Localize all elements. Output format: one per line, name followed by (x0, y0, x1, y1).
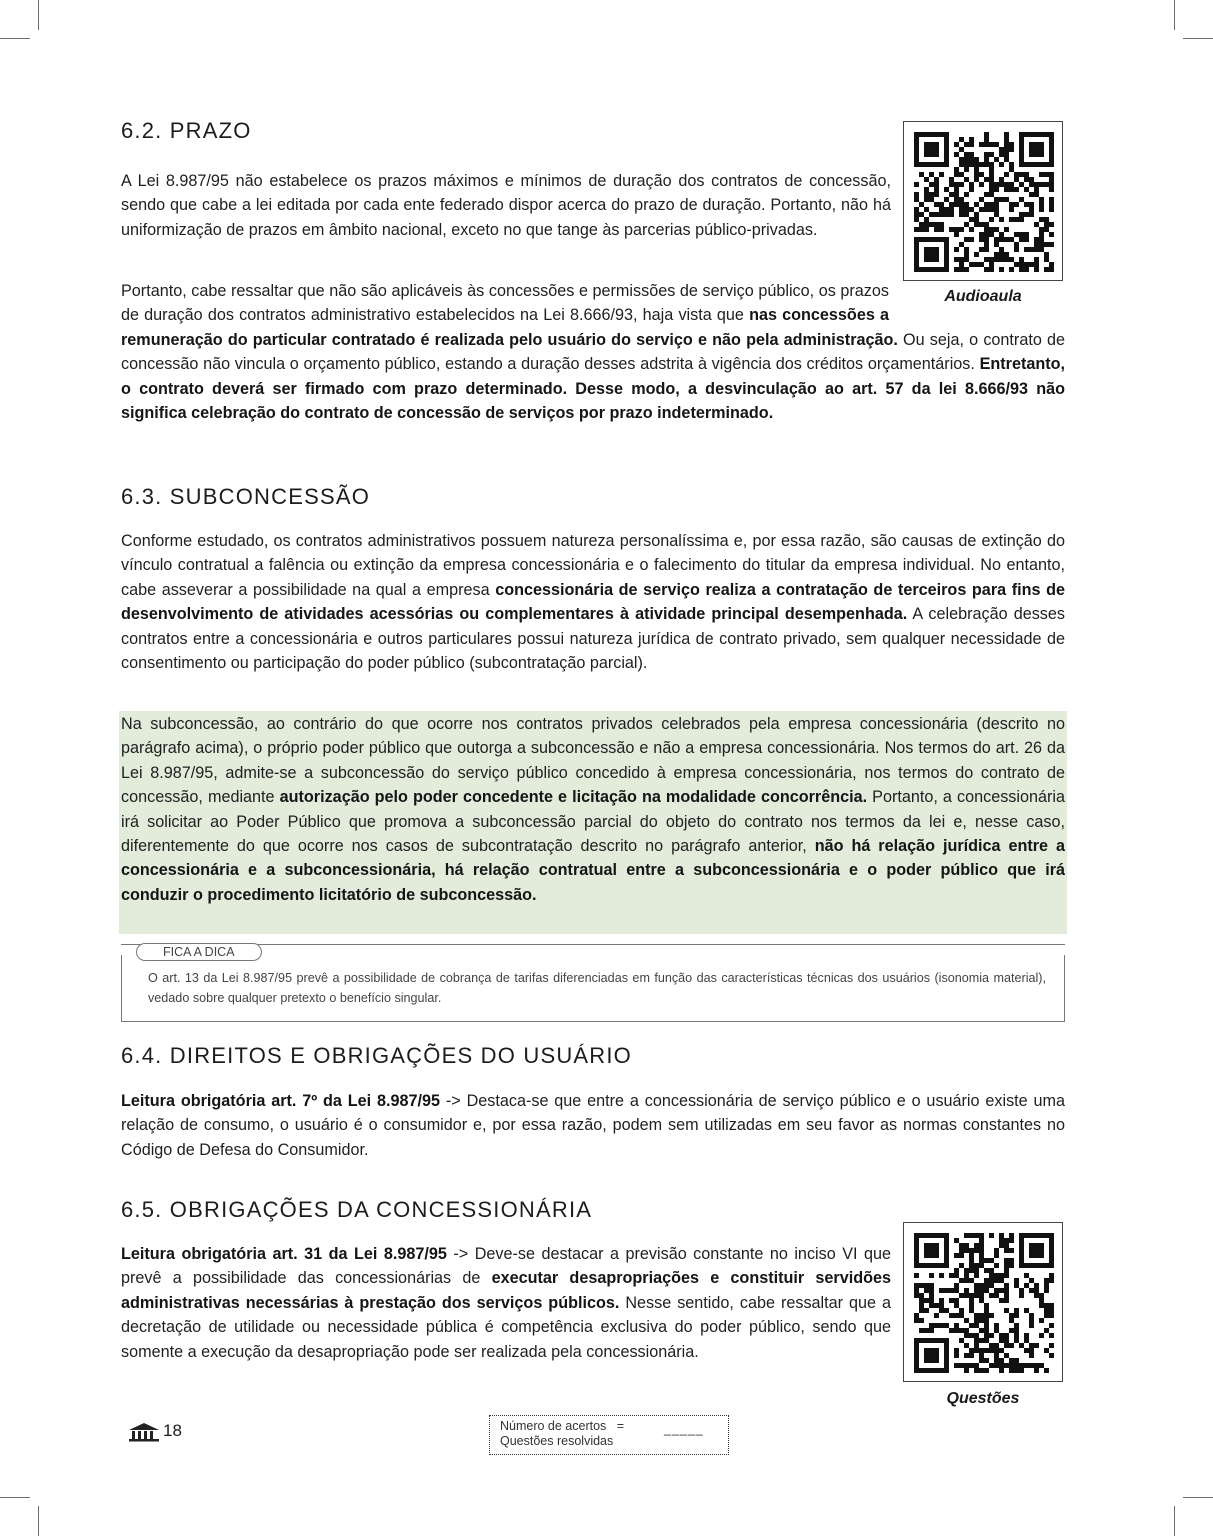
text-run: -> Deve-se destacar a previsão constante no inciso VI que prevê a possibilidade das concessionárias de (121, 1245, 891, 1288)
section-heading-obrigacoes: 6.5. OBRIGAÇÕES DA CONCESSIONÁRIA (121, 1197, 593, 1222)
crop-mark (1183, 1497, 1213, 1498)
bold-text: não há relação jurídica entre a concessionária e a subconcessionária, há relação contratual entre a subconcessionária e o poder público que irá conduzir o procedimento licitatório de subconcessão. (121, 837, 1065, 904)
section-heading-subconcessao: 6.3. SUBCONCESSÃO (121, 484, 371, 509)
bold-text: Entretanto, o contrato deverá ser firmado com prazo determinado. Desse modo, a desvinculação ao art. 57 da lei 8.666/93 não significa celebração do contrato de concessão de serviços por prazo indeterminado. (121, 355, 1065, 423)
qr-code-questoes[interactable] (903, 1222, 1063, 1382)
section-heading-prazo: 6.2. PRAZO (121, 118, 252, 143)
page-number: 18 (163, 1421, 182, 1440)
score-label-acertos: Número de acertos (500, 1419, 607, 1433)
crop-mark (1174, 1506, 1175, 1536)
tip-text: O art. 13 da Lei 8.987/95 prevê a possibilidade de cobrança de tarifas diferenciadas em função das características técnicas dos usuários (isonomia material), vedado sobre qualquer pretexto o benefício singular. (148, 971, 1046, 1005)
qr-code-icon (914, 132, 1054, 272)
crop-mark (1183, 38, 1213, 39)
text-run: Nesse sentido, cabe ressaltar que a decretação de utilidade ou necessidade pública é competência exclusiva do poder público, sendo que somente a execução da desapropriação pode ser realizada pela concessionária. (121, 1293, 891, 1361)
score-blank-field[interactable]: _____ (664, 1422, 704, 1436)
text-run: Conforme estudado, os contratos administrativos possuem natureza personalíssima e, por essa razão, são causas de extinção do vínculo contratual a falência ou extinção da empresa concessionária e o falecimento do titular da empresa individual. No entanto, cabe asseverar a possibilidade na qual a empresa (121, 532, 1065, 599)
highlighted-paragraph (121, 712, 1065, 907)
section-heading-direitos: 6.4. DIREITOS E OBRIGAÇÕES DO USUÁRIO (121, 1043, 632, 1068)
tip-box-top-border (121, 944, 1065, 945)
paragraph (121, 1242, 891, 1364)
bold-text: executar desapropriações e constituir servidões administrativas necessárias à prestação dos serviços públicos. (121, 1269, 891, 1312)
tip-label: FICA A DICA (136, 943, 262, 961)
crop-mark (1174, 0, 1175, 30)
text-run: Portanto, cabe ressaltar que não são aplicáveis às concessões e permissões de serviço público, os prazos de duração dos contratos administrativo estabelecidos na Lei 8.666/93, haja vista que (121, 282, 889, 325)
text-run: Portanto, a concessionária irá solicitar ao Poder Público que promova a subconcessão parcial do objeto do contrato nos termos da lei e, nesse caso, diferentemente do que ocorre nos casos de subcontratação descrito no parágrafo anterior, (121, 788, 1065, 856)
text-run: -> Destaca-se que entre a concessionária de serviço público e o usuário existe uma relação de consumo, o usuário é o consumidor e, por essa razão, podem sem utilizadas em seu favor as normas constantes no Código de Defesa do Consumidor. (121, 1092, 1066, 1159)
qr-caption: Questões (946, 1390, 1020, 1407)
paragraph (121, 529, 1065, 675)
bold-text: autorização pelo poder concedente e licitação na modalidade concorrência. (279, 788, 868, 807)
score-label-questoes: Questões resolvidas (500, 1434, 614, 1448)
score-box (489, 1415, 729, 1455)
crop-mark (38, 0, 39, 30)
qr-code-icon (914, 1233, 1054, 1373)
bold-text: nas concessões a remuneração do particular contratado é realizada pelo usuário do serviço e não pela administração. (121, 306, 898, 349)
text-run: Ou seja, o contrato de concessão não vincula o orçamento público, estando a duração desses adstrita à vigência dos créditos orçamentários. (121, 330, 1065, 374)
institution-icon (128, 1422, 160, 1442)
score-equals: = (616, 1419, 625, 1433)
paragraph (121, 1089, 1065, 1162)
crop-mark (38, 1506, 39, 1536)
qr-code-audioaula[interactable] (903, 121, 1063, 281)
bold-text: concessionária de serviço realiza a contratação de terceiros para fins de desenvolvimento de atividades acessórias ou complementares à atividade principal desempenhada. (121, 580, 1065, 624)
paragraph: A Lei 8.987/95 não estabelece os prazos máximos e mínimos de duração dos contratos de concessão, sendo que cabe a lei editada por cada ente federado dispor acerca do prazo de duração. Portanto, não há uniformização de prazos em âmbito nacional, exceto no que tange às parcerias público-privadas. (121, 172, 891, 239)
bold-text: Leitura obrigatória art. 31 da Lei 8.987/95 (121, 1245, 447, 1263)
qr-caption: Audioaula (944, 288, 1022, 305)
text-run: Na subconcessão, ao contrário do que ocorre nos contratos privados celebrados pela empresa concessionária (descrito no parágrafo acima), o próprio poder público que outorga a subconcessão e não a empresa concessionária. Nos termos do art. 26 da Lei 8.987/95, admite-se a subconcessão do serviço público concedido à empresa concessionária, nos termos do contrato de concessão, mediante (121, 715, 1065, 807)
text-run: A celebração desses contratos entre a concessionária e outros particulares possui natureza jurídica de contrato privado, sem qualquer necessidade de consentimento ou participação do poder público (subcontratação parcial). (121, 605, 1065, 673)
crop-mark (0, 38, 30, 39)
bold-text: Leitura obrigatória art. 7º da Lei 8.987/95 (121, 1092, 441, 1110)
crop-mark (0, 1497, 30, 1498)
